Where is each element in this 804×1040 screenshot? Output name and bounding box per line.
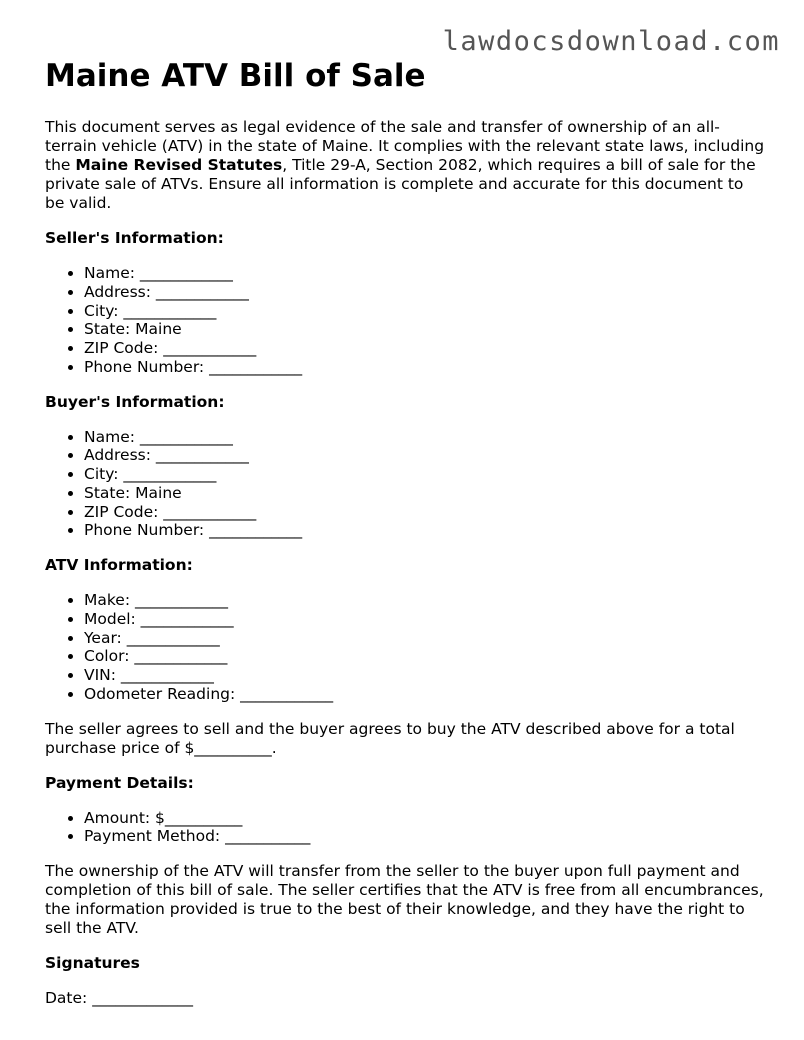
- atv-make-field: • Make: ____________: [84, 591, 765, 610]
- watermark: lawdocsdownload.com: [442, 26, 780, 57]
- intro-statute-name: Maine Revised Statutes: [75, 156, 283, 174]
- buyer-name-field: • Name: ____________: [84, 428, 765, 447]
- seller-heading: Seller's Information:: [45, 229, 224, 247]
- seller-city-field: • City: ____________: [84, 302, 765, 321]
- payment-amount-field: • Amount: $__________: [84, 809, 765, 828]
- atv-year-field: • Year: ____________: [84, 629, 765, 648]
- seller-state-field: • State: Maine: [84, 320, 765, 339]
- buyer-address-field: • Address: ____________: [84, 446, 765, 465]
- intro-text-start: This document serves as legal evidence of the sale and transfer of ownership of an all-terrain vehicle (ATV) in the state of Maine. It complies with the relevant state laws, including the: [45, 118, 765, 174]
- document-body: [45, 56, 765, 1008]
- atv-vin-field: • VIN: ____________: [84, 666, 765, 685]
- atv-color-field: • Color: ____________: [84, 647, 765, 666]
- buyer-state-field: • State: Maine: [84, 484, 765, 503]
- page-title: Maine ATV Bill of Sale: [45, 58, 426, 94]
- transfer-paragraph: The ownership of the ATV will transfer from the seller to the buyer upon full payment and completion of this bill of sale. The seller certifies that the ATV is free from all encumbrances, the information provided is true to the best of their knowledge, and they have the right to sell the ATV.: [45, 862, 764, 937]
- buyer-phone-field: • Phone Number: ____________: [84, 521, 765, 540]
- signature-date-field: Date: _____________: [45, 989, 193, 1007]
- payment-field-list: [45, 809, 765, 847]
- intro-text-end: , Title 29-A, Section 2082, which requires a bill of sale for the private sale of ATVs. Ensure all information is complete and accurate for this document to be valid.: [45, 156, 756, 212]
- atv-model-field: • Model: ____________: [84, 610, 765, 629]
- signatures-heading: Signatures: [45, 954, 140, 972]
- seller-address-field: • Address: ____________: [84, 283, 765, 302]
- seller-zip-field: • ZIP Code: ____________: [84, 339, 765, 358]
- buyer-heading: Buyer's Information:: [45, 392, 225, 411]
- payment-heading: Payment Details:: [45, 773, 194, 792]
- buyer-city-field: • City: ____________: [84, 465, 765, 484]
- payment-method-field: • Payment Method: ___________: [84, 827, 765, 846]
- atv-field-list: [45, 591, 765, 704]
- buyer-field-list: [45, 428, 765, 541]
- atv-heading: ATV Information:: [45, 556, 193, 574]
- atv-odometer-field: • Odometer Reading: ____________: [84, 685, 765, 704]
- buyer-zip-field: • ZIP Code: ____________: [84, 503, 765, 522]
- intro-paragraph: [45, 118, 765, 213]
- seller-field-list: [45, 264, 765, 377]
- seller-name-field: • Name: ____________: [84, 264, 765, 283]
- agreement-paragraph: The seller agrees to sell and the buyer agrees to buy the ATV described above for a total purchase price of $__________.: [45, 719, 735, 757]
- seller-phone-field: • Phone Number: ____________: [84, 358, 765, 377]
